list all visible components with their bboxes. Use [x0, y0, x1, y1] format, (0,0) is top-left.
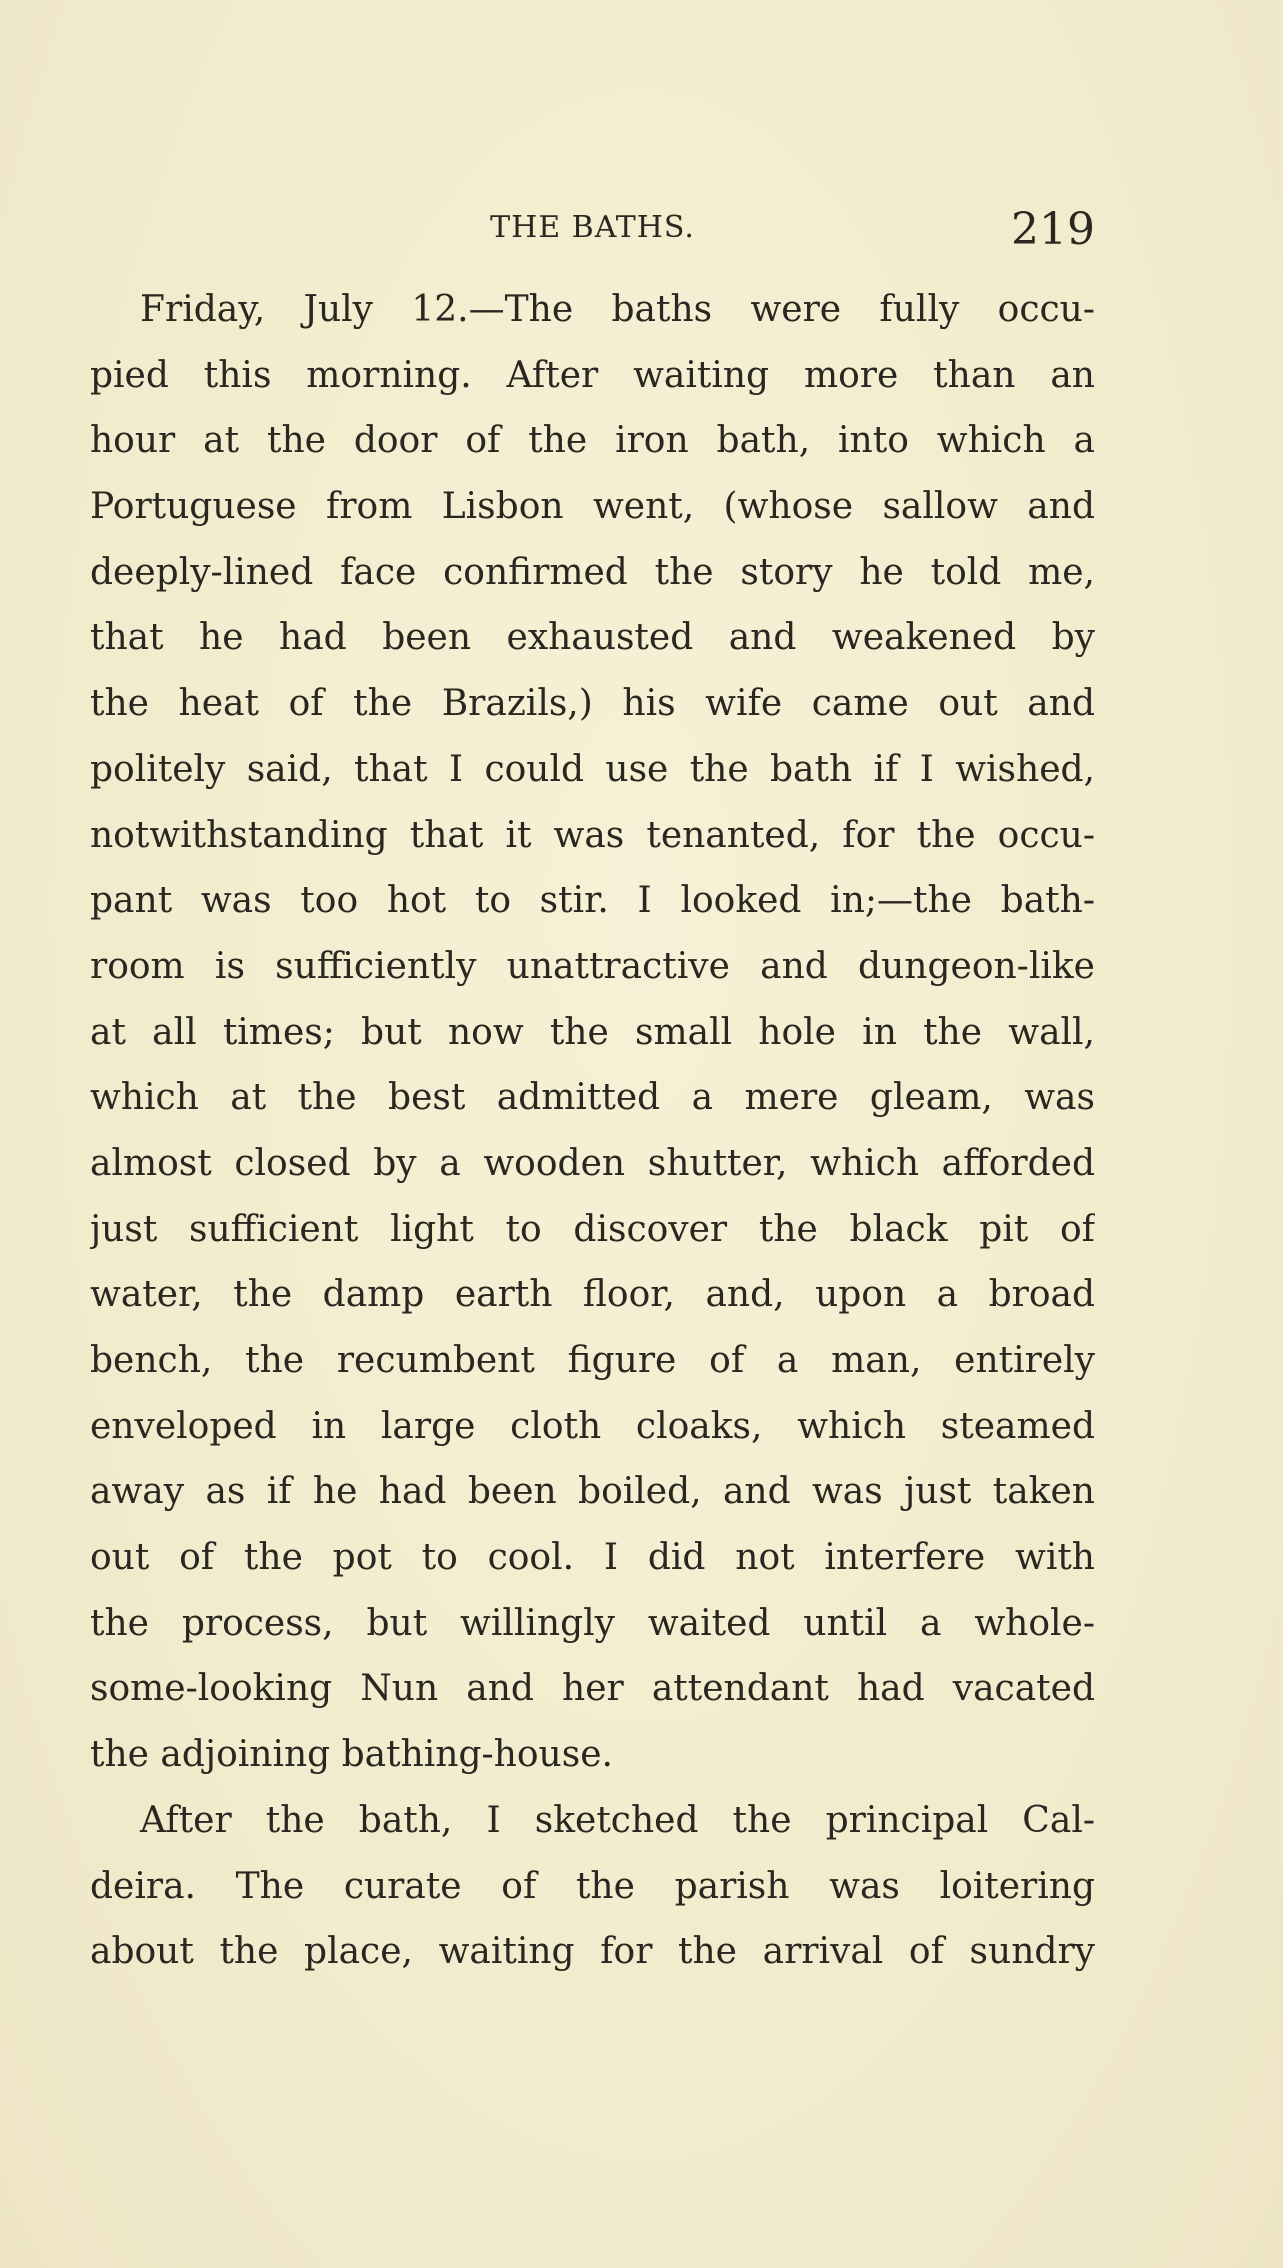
text-line: at all times; but now the small hole in the wall, [90, 1011, 1095, 1053]
text-line: which at the best admitted a mere gleam, was [90, 1077, 1095, 1119]
text-line: Friday, July 12.—The baths were fully occu- [140, 289, 1095, 330]
text-line: water, the damp earth floor, and, upon a broad [90, 1274, 1095, 1316]
text-line: room is sufficiently unattractive and dungeon-like [90, 945, 1095, 987]
text-line: almost closed by a wooden shutter, which afforded [90, 1142, 1095, 1184]
body-text [90, 277, 1095, 1985]
text-line: politely said, that I could use the bath if I wished, [90, 748, 1095, 790]
text-line: After the bath, I sketched the principal Cal- [140, 1799, 1095, 1841]
text-line: pied this morning. After waiting more than an [90, 354, 1095, 396]
running-head: THE BATHS. [490, 210, 695, 245]
page-number: 219 [1011, 204, 1095, 255]
text-line: deira. The curate of the parish was loitering [90, 1865, 1095, 1907]
text-line: the heat of the Brazils,) his wife came out and [90, 683, 1095, 725]
text-line: away as if he had been boiled, and was just taken [90, 1471, 1095, 1513]
text-line: some-looking Nun and her attendant had vacated [90, 1668, 1095, 1710]
text-line: about the place, waiting for the arrival of sundry [90, 1931, 1095, 1973]
text-line: just sufficient light to discover the black pit of [90, 1208, 1095, 1250]
text-line: bench, the recumbent figure of a man, entirely [90, 1340, 1095, 1381]
page-header [90, 204, 1095, 254]
text-line: out of the pot to cool. I did not interfere with [90, 1537, 1095, 1579]
text-line: the adjoining bathing-house. [90, 1734, 613, 1776]
text-line: the process, but willingly waited until a whole- [90, 1602, 1095, 1644]
text-line: that he had been exhausted and weakened by [90, 617, 1095, 659]
text-line: deeply-lined face confirmed the story he told me, [90, 551, 1095, 593]
text-line: pant was too hot to stir. I looked in;—the bath- [90, 880, 1095, 922]
text-line: Portuguese from Lisbon went, (whose sallow and [90, 486, 1095, 528]
text-line: enveloped in large cloth cloaks, which steamed [90, 1405, 1095, 1447]
text-line: notwithstanding that it was tenanted, for the occu- [90, 814, 1095, 856]
text-line: hour at the door of the iron bath, into which a [90, 420, 1095, 462]
